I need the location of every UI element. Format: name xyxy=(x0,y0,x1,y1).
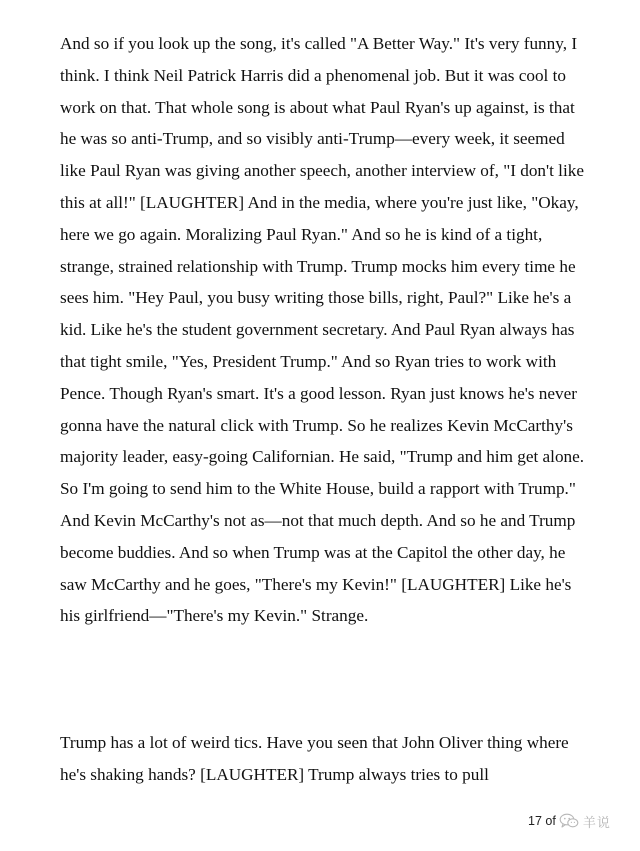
body-paragraph: Trump has a lot of weird tics. Have you seen that John Oliver thing where he's shaking hands? [LAUGHTER] Trump always tries to pull xyxy=(60,733,569,784)
page-number: 17 of xyxy=(528,814,556,828)
page-footer xyxy=(528,809,611,833)
watermark xyxy=(559,812,611,831)
wechat-icon xyxy=(559,813,579,829)
watermark-label: 羊说 xyxy=(582,814,611,830)
body-paragraph: And so if you look up the song, it's called "A Better Way." It's very funny, I think. I think Neil Patrick Harris did a phenomenal job. But it was cool to work on that. That whole song is about what Paul Ryan's up against, is that he was so anti-Trump, and so visibly anti-Trump—every week, it seemed like Paul Ryan was giving another speech, another interview of, "I don't like this at all!" [LAUGHTER] And in the media, where you're just like, "Okay, here we go again. Moralizing Paul Ryan." And so he is kind of a tight, strange, strained relationship with Trump. Trump mocks him every time he sees him. "Hey Paul, you busy writing those bills, right, Paul?" Like he's a kid. Like he's the student government secretary. And Paul Ryan always has that tight smile, "Yes, President Trump." And so Ryan tries to work with Pence. Though Ryan's smart. It's a good lesson. Ryan just knows he's never gonna have the natural click with Trump. So he realizes Kevin McCarthy's majority leader, easy-going Californian. He said, "Trump and him get alone. So I'm going to send him to the White House, build a rapport with Trump." And Kevin McCarthy's not as—not that much depth. And so he and Trump become buddies. And so when Trump was at the Capitol the other day, he saw McCarthy and he goes, "There's my Kevin!" [LAUGHTER] Like he's his girlfriend—"There's my Kevin." Strange. xyxy=(60,34,585,626)
